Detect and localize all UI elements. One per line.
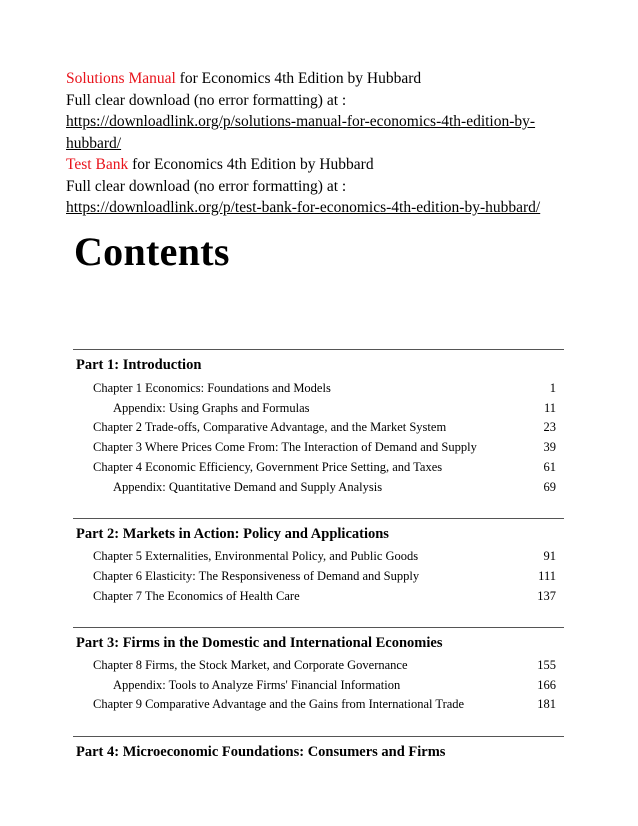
toc-entry-page: 111 [538, 569, 556, 583]
toc-entry-title: Chapter 2 Trade-offs, Comparative Advantage, and the Market System [93, 420, 447, 434]
test-bank-book: for Economics 4th Edition by Hubbard [128, 156, 374, 173]
part-4-rule [73, 736, 564, 737]
toc-entry-title: Appendix: Tools to Analyze Firms' Financial Information [113, 678, 401, 692]
toc-entry-title: Chapter 7 The Economics of Health Care [93, 589, 300, 603]
toc-entry-title: Chapter 8 Firms, the Stock Market, and Corporate Governance [93, 658, 408, 672]
solutions-manual-line [66, 68, 586, 90]
toc-entry-title: Chapter 6 Elasticity: The Responsiveness of Demand and Supply [93, 569, 420, 583]
toc-entry-page: 1 [549, 381, 556, 395]
toc-entry-page: 39 [543, 440, 556, 454]
download-header [66, 68, 586, 219]
toc-entry-title: Chapter 1 Economics: Foundations and Models [93, 381, 331, 395]
toc-entry-title: Chapter 3 Where Prices Come From: The Interaction of Demand and Supply [93, 440, 477, 454]
solutions-manual-link[interactable]: https://downloadlink.org/p/solutions-manual-for-economics-4th-edition-by- [66, 113, 536, 130]
test-bank-link[interactable]: https://downloadlink.org/p/test-bank-for-economics-4th-edition-by-hubbard/ [66, 199, 541, 216]
contents-title: Contents [74, 229, 230, 274]
part-1-rule [73, 349, 564, 350]
test-bank-label: Test Bank [66, 156, 129, 173]
toc-entry-page: 91 [543, 549, 556, 563]
solutions-manual-label: Solutions Manual [66, 70, 176, 87]
toc-entry-title: Appendix: Quantitative Demand and Supply Analysis [113, 480, 383, 494]
part-3-rule [73, 627, 564, 628]
toc-entry-title: Chapter 9 Comparative Advantage and the Gains from International Trade [93, 697, 465, 711]
toc-entry-page: 166 [537, 678, 556, 692]
download-note-1: Full clear download (no error formatting) at : [66, 91, 347, 109]
part-1-title: Part 1: Introduction [76, 357, 202, 373]
toc-entry-page: 155 [537, 658, 556, 672]
toc-entry-page: 23 [543, 420, 556, 434]
toc-entry-title: Chapter 4 Economic Efficiency, Government Price Setting, and Taxes [93, 460, 443, 474]
test-bank-line [66, 154, 586, 176]
solutions-manual-book: for Economics 4th Edition by Hubbard [175, 70, 422, 87]
toc-entry-title: Chapter 5 Externalities, Environmental Policy, and Public Goods [93, 549, 419, 563]
download-note-2: Full clear download (no error formatting) at : [66, 177, 347, 195]
solutions-manual-link-continued[interactable]: hubbard/ [66, 134, 122, 152]
toc-entry-page: 69 [543, 480, 556, 494]
part-3-title: Part 3: Firms in the Domestic and International Economies [76, 635, 443, 651]
part-2-rule [73, 518, 564, 519]
toc-entry-page: 181 [537, 697, 556, 711]
part-4-title: Part 4: Microeconomic Foundations: Consumers and Firms [76, 744, 446, 760]
toc-entry-page: 61 [543, 460, 556, 474]
toc-entry-page: 11 [543, 401, 556, 415]
part-2-title: Part 2: Markets in Action: Policy and Applications [76, 526, 389, 542]
toc-entry-title: Appendix: Using Graphs and Formulas [113, 401, 310, 415]
toc-entry-page: 137 [537, 589, 556, 603]
